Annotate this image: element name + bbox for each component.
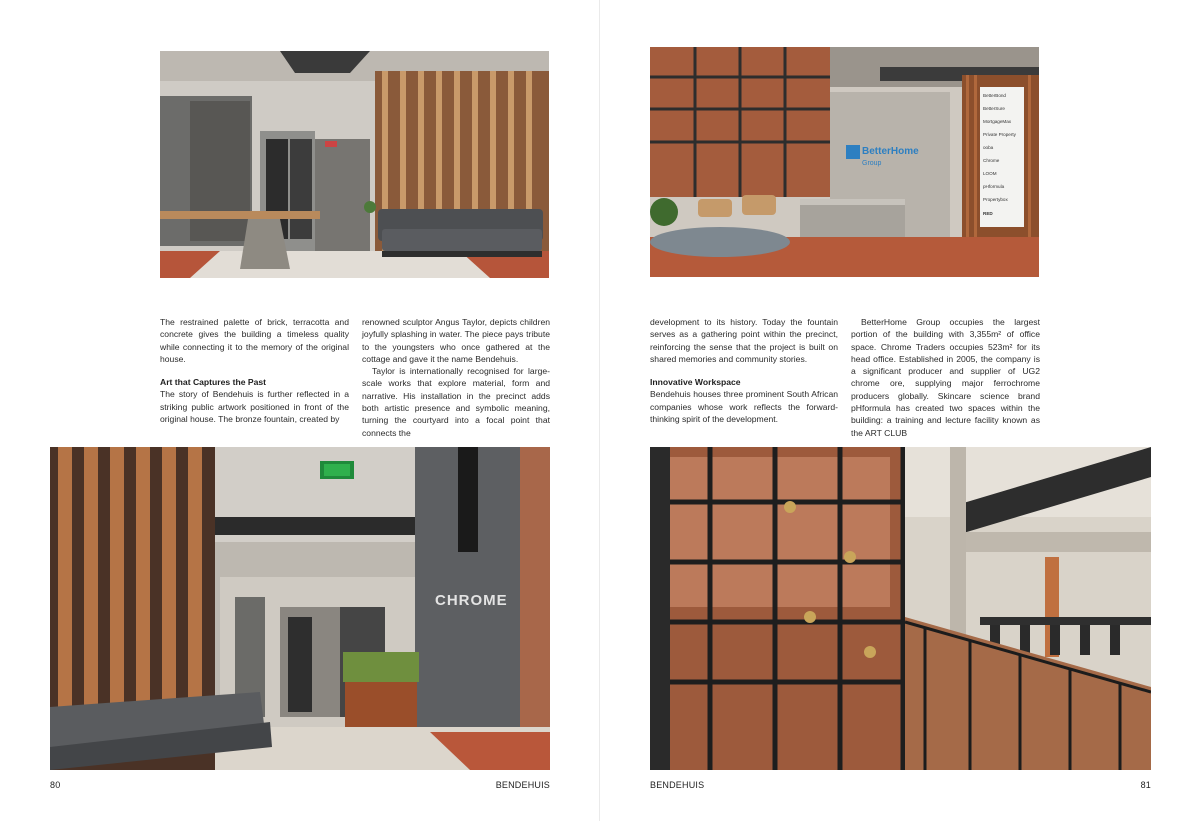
atrium-photo bbox=[650, 447, 1151, 770]
directory-entry: RED bbox=[983, 211, 993, 216]
paragraph: Bendehuis houses three prominent South African companies whose work reflects the forward-thinking spirit of the development. bbox=[650, 389, 838, 425]
page-number: 81 bbox=[1140, 780, 1151, 790]
chrome-lobby-photo bbox=[50, 447, 550, 770]
left-col-1 bbox=[160, 316, 349, 425]
running-head: BENDEHUIS bbox=[650, 780, 705, 790]
directory-entry: Private Property bbox=[983, 132, 1016, 137]
reception-photo bbox=[650, 47, 1039, 277]
directory-entry: BetterSure bbox=[983, 106, 1005, 111]
paragraph: The restrained palette of brick, terracotta and concrete gives the building a timeless quality while connecting it to the memory of the original house. bbox=[160, 317, 349, 364]
paragraph: Taylor is internationally recognised for large-scale works that explore material, form and narrative. His installation in the precinct adds both artistic presence and symbolic meaning, turning the courtyard into a focal point that connects the bbox=[362, 366, 550, 438]
directory-entry: ooba bbox=[983, 145, 994, 150]
right-page bbox=[600, 0, 1200, 821]
directory-entry: BetterBond bbox=[983, 93, 1006, 98]
running-head: BENDEHUIS bbox=[495, 780, 550, 790]
directory-entry: MortgageMax bbox=[983, 119, 1012, 124]
section-heading: Art that Captures the Past bbox=[160, 377, 267, 388]
directory-entry: Propertybox bbox=[983, 197, 1008, 202]
chrome-sign: CHROME bbox=[435, 592, 508, 609]
paragraph: renowned sculptor Angus Taylor, depicts children joyfully splashing in water. The piece pays tribute to the youngsters who once gathered at the cottage and gave it the name Bendehuis. bbox=[362, 317, 550, 364]
paragraph: development to its history. Today the fountain serves as a gathering point within the precinct, reinforcing the sense that the project is built on shared memories and community stories. bbox=[650, 317, 838, 364]
directory-entry: Chrome bbox=[983, 158, 1000, 163]
directory-entry: LOOM bbox=[983, 171, 997, 176]
right-col-2 bbox=[851, 316, 1040, 439]
page-number: 80 bbox=[50, 780, 61, 790]
lobby-photo bbox=[160, 51, 549, 278]
reception-logo-sub: Group bbox=[862, 160, 882, 167]
right-col-1 bbox=[650, 316, 838, 425]
paragraph: The story of Bendehuis is further reflected in a striking public artwork positioned in front of the original house. The bronze fountain, created by bbox=[160, 389, 349, 425]
left-col-2 bbox=[362, 316, 550, 439]
paragraph: BetterHome Group occupies the largest portion of the building with 3,355m² of office space. Chrome Traders occupies 523m² for its head office. Established in 2005, the company is a significant producer and supplier of UG2 chrome ore, supplying major ferrochrome producers globally. Skincare science brand pHformula has created two spaces within the building: a training and lecture facility known as the ART CLUB bbox=[851, 317, 1040, 438]
section-heading: Innovative Workspace bbox=[650, 377, 741, 388]
reception-logo: BetterHome bbox=[862, 146, 919, 157]
directory-entry: pHformula bbox=[983, 184, 1005, 189]
